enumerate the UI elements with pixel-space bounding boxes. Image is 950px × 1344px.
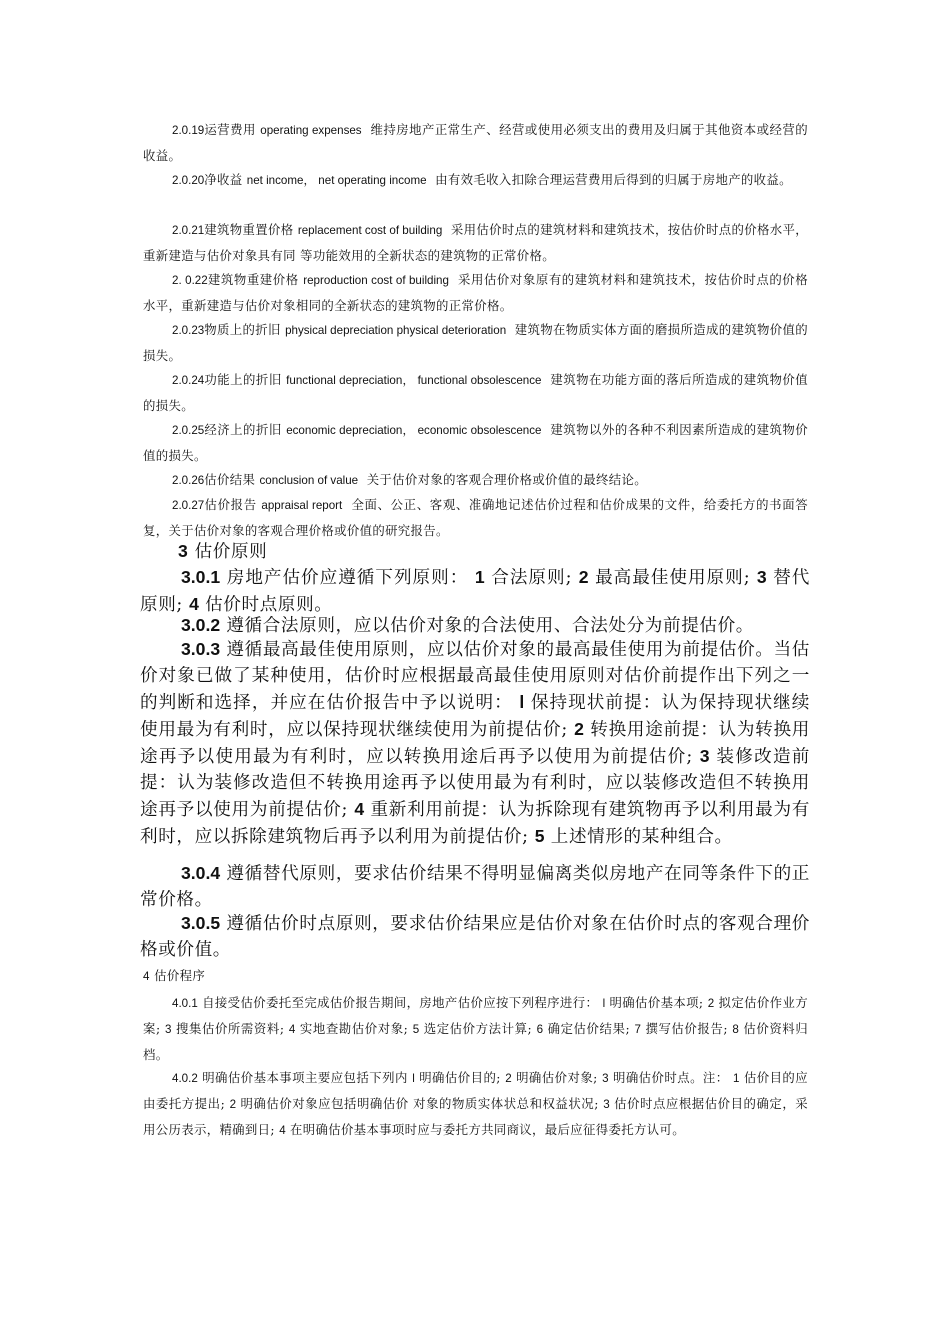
clause-text: 重新利用前提：认为拆除现有建筑物再予以利用最为有利时，应以拆除建筑物后再予以利用为前提估价; [140, 800, 810, 847]
clause-number: 2.0.24 [172, 374, 205, 387]
definition-2-0-26 [143, 467, 808, 493]
item-number: l [602, 997, 606, 1010]
section-4-heading [143, 966, 205, 987]
english-term: reproduction cost of building [303, 274, 449, 287]
clause-number: 4.0.2 [172, 1072, 198, 1085]
item-number: 3 [699, 746, 710, 766]
definition-2-0-20 [143, 167, 808, 193]
definition-text: 维持房地产正常生产、经营或使用必须支出的费用及归属于其他资本或经营的收益。 [143, 122, 808, 163]
item-number: l [519, 692, 525, 712]
clause-text: 装修改造前提：认为装修改造但不转换用途再予以使用最为有利时，应以装修改造但不转换用途再予以使用为前提估价; [140, 747, 810, 820]
clause-3-0-4 [140, 860, 810, 913]
term: 经济上的折旧 [204, 422, 282, 437]
clause-3-0-2 [140, 612, 810, 639]
item-number: 5 [534, 826, 545, 846]
definition-2-0-23 [143, 317, 808, 368]
item-number: 6 [536, 1023, 544, 1036]
clause-text: 选定估价方法计算; [419, 1021, 537, 1036]
section-number: 3 [178, 541, 189, 561]
section-title: 估价原则 [194, 542, 268, 562]
clause-text: 估价目的应由委托方提出; [143, 1070, 809, 1111]
clause-number: 3.0.5 [181, 913, 221, 933]
clause-text: 转换用途前提：认为转换用途再予以使用最为有利时，应以转换用途后再予以使用为前提估价; [140, 720, 810, 767]
clause-text: 明确估价对象应包括明确估价 对象的物质实体状总和权益状况; [236, 1096, 604, 1111]
definition-text: 建筑物以外的各种不利因素所造成的建筑物价值的损失。 [143, 422, 809, 463]
definition-2-0-21 [143, 217, 808, 268]
clause-text: 撰写估价报告; [640, 1021, 733, 1036]
item-number: 1 [474, 567, 485, 587]
clause-number: 2.0.19 [172, 124, 205, 137]
english-term: appraisal report [261, 499, 343, 512]
clause-number: 2.0.21 [172, 224, 205, 237]
clause-text: 估价资料归档。 [143, 1021, 809, 1062]
clause-4-0-2 [143, 1065, 808, 1143]
clause-text: 搜集估价所需资料; [171, 1021, 289, 1036]
item-number: 3 [756, 567, 767, 587]
clause-4-0-1 [143, 990, 808, 1067]
clause-text: 估价时点原则。 [198, 595, 333, 615]
clause-3-0-1 [140, 564, 810, 618]
item-number: 4 [288, 1023, 296, 1036]
clause-text: 拟定估价作业方案; [143, 995, 808, 1036]
clause-number: 2. 0.22 [172, 274, 208, 287]
term: 运营费用 [204, 122, 256, 137]
item-number: 2 [574, 719, 584, 739]
definition-text: 由有效毛收入扣除合理运营费用后得到的归属于房地产的收益。 [435, 172, 792, 187]
item-number: 8 [732, 1023, 739, 1036]
clause-number: 3.0.2 [181, 615, 221, 635]
item-number: 7 [634, 1023, 641, 1036]
term: 建筑物重置价格 [204, 222, 294, 237]
english-term: economic depreciation， economic obsolescence [286, 424, 542, 437]
clause-text: 在明确估价基本事项时应与委托方共同商议，最后应征得委托方认可。 [285, 1122, 685, 1137]
clause-text: 保持现状前提：认为保持现状继续使用最为有利时，应以保持现状继续使用为前提估价; [140, 693, 810, 740]
term: 净收益 [204, 172, 243, 187]
section-3-heading [178, 538, 267, 565]
clause-text: 自接受估价委托至完成估价报告期间，房地产估价应按下列程序进行： [202, 995, 603, 1010]
clause-text: 明确估价时点。注： [608, 1070, 734, 1085]
item-number: 2 [505, 1072, 512, 1085]
clause-text: 估价时点应根据估价目的确定，采用公历表示，精确到日; [143, 1096, 808, 1137]
item-number: 1 [733, 1072, 740, 1085]
definition-2-0-22 [143, 267, 808, 318]
item-number: 5 [412, 1023, 420, 1036]
definition-text: 采用估价对象原有的建筑材料和建筑技术，按估价时点的价格水平，重新建造与估价对象相同的全新状态的建筑物的正常价格。 [143, 272, 809, 313]
clause-text: 合法原则; [484, 568, 579, 588]
clause-number: 2.0.25 [172, 424, 205, 437]
definition-2-0-27 [143, 492, 808, 543]
clause-number: 2.0.23 [172, 324, 205, 337]
clause-text: 明确估价对象; [511, 1070, 603, 1085]
clause-text: 确定估价结果; [543, 1021, 635, 1036]
clause-text: 遵循最高最佳使用原则，应以估价对象的最高最佳使用为前提估价。当估价对象已做了某种使用，估价时应根据最高最佳使用原则对估价前提作出下列之一的判断和选择，并应在估价报告中予以说明： [140, 640, 811, 713]
clause-text: 遵循替代原则，要求估价结果不得明显偏离类似房地产在同等条件下的正常价格。 [140, 864, 811, 910]
clause-number: 2.0.26 [172, 474, 205, 487]
item-number: l [412, 1072, 415, 1085]
english-term: operating expenses [260, 124, 362, 137]
clause-text: 遵循估价时点原则，要求估价结果应是估价对象在估价时点的客观合理价格或价值。 [140, 914, 811, 960]
term: 建筑物重建价格 [207, 272, 299, 287]
clause-number: 2.0.20 [172, 174, 205, 187]
definition-2-0-19 [143, 117, 808, 168]
clause-text: 明确估价基本项; [605, 995, 708, 1010]
definition-text: 建筑物在功能方面的落后所造成的建筑物价值的损失。 [143, 372, 808, 413]
definition-2-0-24 [143, 367, 808, 418]
item-number: 3 [602, 1072, 609, 1085]
english-term: functional depreciation， functional obsolescence [286, 374, 542, 387]
clause-text: 实地查勘估价对象; [295, 1021, 413, 1036]
clause-text: 明确估价基本事项主要应包括下列内 [202, 1070, 413, 1085]
definition-text: 建筑物在物质实体方面的磨损所造成的建筑物价值的损失。 [143, 322, 809, 363]
clause-text: 明确估价目的; [414, 1070, 506, 1085]
english-term: conclusion of value [259, 474, 359, 487]
definition-text: 全面、公正、客观、准确地记述估价过程和估价成果的文件，给委托方的书面答复，关于估价对象的客观合理价格或价值的研究报告。 [143, 497, 808, 538]
clause-number: 2.0.27 [172, 499, 205, 512]
clause-text: 最高最佳使用原则; [588, 568, 757, 588]
item-number: 2 [578, 567, 589, 587]
english-term: replacement cost of building [297, 224, 443, 237]
term: 物质上的折旧 [204, 322, 281, 337]
definition-2-0-25 [143, 417, 808, 468]
item-number: 3 [165, 1023, 172, 1036]
term: 估价结果 [204, 472, 256, 487]
item-number: 4 [189, 594, 199, 614]
section-number: 4 [143, 970, 150, 983]
term: 功能上的折旧 [204, 372, 282, 387]
item-number: 4 [354, 799, 365, 819]
clause-3-0-5 [140, 910, 810, 963]
clause-text: 遵循合法原则，应以估价对象的合法使用、合法处分为前提估价。 [226, 616, 754, 636]
item-number: 3 [603, 1098, 610, 1111]
clause-number: 3.0.3 [181, 639, 221, 659]
clause-text: 房地产估价应遵循下列原则： [226, 568, 475, 588]
english-term: physical depreciation physical deterioration [285, 324, 507, 337]
item-number: 2 [229, 1098, 237, 1111]
term: 估价报告 [204, 497, 257, 512]
clause-number: 3.0.1 [181, 567, 221, 587]
item-number: 2 [707, 997, 715, 1010]
clause-text: 替代原则; [140, 568, 810, 615]
clause-text: 上述情形的某种组合。 [544, 827, 733, 847]
clause-number: 3.0.4 [181, 863, 221, 883]
clause-number: 4.0.1 [172, 997, 198, 1010]
definition-text: 采用估价时点的建筑材料和建筑技术，按估价时点的价格水平，重新建造与估价对象具有同 等功能效用的全新状态的建筑物的正常价格。 [143, 222, 808, 263]
section-title: 估价程序 [154, 968, 206, 983]
clause-3-0-3 [140, 636, 810, 850]
definition-text: 关于估价对象的客观合理价格或价值的最终结论。 [366, 472, 647, 487]
item-number: 4 [279, 1124, 286, 1137]
english-term: net income， net operating income [246, 174, 427, 187]
